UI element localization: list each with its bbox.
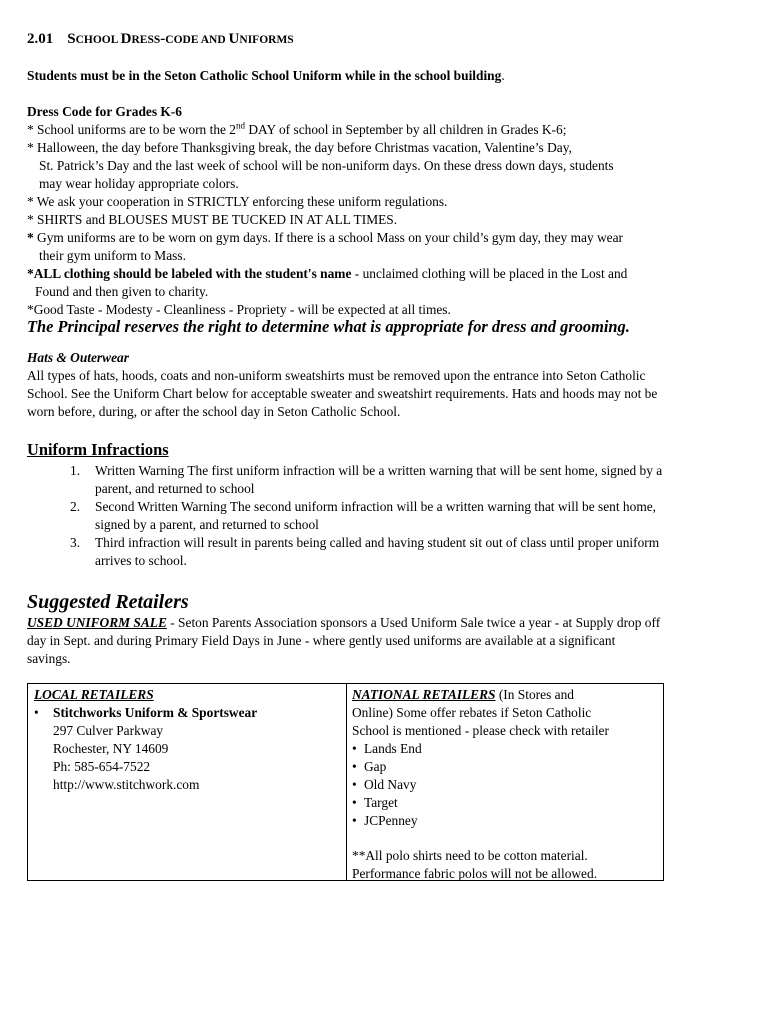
retailer-address: 297 Culver Parkway xyxy=(53,723,164,738)
dress-code-list xyxy=(27,121,757,321)
item-text: parent, and returned to school xyxy=(95,481,255,496)
bullet-icon: • xyxy=(352,813,357,828)
dress-code-line: * Halloween, the day before Thanksgiving break, the day before Christmas vacation, Valentine’s Day, xyxy=(27,140,572,155)
hats-line: All types of hats, hoods, coats and non-uniform sweatshirts must be removed upon the entrance into Seton Catholic xyxy=(27,368,646,383)
title-part: RESS xyxy=(131,34,161,46)
title-part: - xyxy=(160,31,166,47)
bullet-icon: • xyxy=(352,777,357,792)
dress-code-line: their gym uniform to Mass. xyxy=(39,248,186,263)
superscript: nd xyxy=(236,120,245,131)
title-part: CHOOL xyxy=(75,34,121,46)
dress-code-line: * We ask your cooperation in STRICTLY enforcing these uniform regulations. xyxy=(27,194,448,209)
item-text: arrives to school. xyxy=(95,553,187,568)
store-name: Gap xyxy=(364,759,387,774)
hats-heading: Hats & Outerwear xyxy=(27,350,129,365)
hats-paragraph xyxy=(27,367,757,423)
bullet-icon: • xyxy=(34,705,39,720)
used-sale-line: day in Sept. and during Primary Field Days in June - where gently used uniforms are available at a significant xyxy=(27,633,616,648)
retailer-phone: Ph: 585-654-7522 xyxy=(53,759,151,774)
line-text: Gym uniforms are to be worn on gym days. If there is a school Mass on your child’s gym day, they may wear xyxy=(33,230,624,245)
item-number: 3. xyxy=(70,535,81,550)
used-sale-line xyxy=(27,614,660,632)
line-text: - Seton Parents Association sponsors a Used Uniform Sale twice a year - at Supply drop off xyxy=(166,615,661,630)
infractions-heading: Uniform Infractions xyxy=(27,440,169,459)
heading-suffix: (In Stores and xyxy=(495,687,574,702)
list-item xyxy=(352,776,416,794)
dress-code-heading: Dress Code for Grades K-6 xyxy=(27,104,182,119)
line-bold: * xyxy=(27,230,34,245)
item-number: 2. xyxy=(70,499,81,514)
store-name: Target xyxy=(364,795,398,810)
line-text: DAY of school in September by all children in Grades K-6; xyxy=(245,122,567,137)
dress-code-line: may wear holiday appropriate colors. xyxy=(39,176,239,191)
hats-line: School. See the Uniform Chart below for acceptable sweater and sweatshirt requirements. Hats and hoods may not be xyxy=(27,386,658,401)
infraction-item xyxy=(70,462,750,498)
store-name: JCPenney xyxy=(364,813,418,828)
dress-code-line: St. Patrick’s Day and the last week of school will be non-uniform days. On these dress down days, students xyxy=(39,158,614,173)
principal-statement: The Principal reserves the right to determine what is appropriate for dress and grooming. xyxy=(27,317,630,336)
dress-code-line xyxy=(27,229,623,247)
item-text: signed by a parent, and returned to school xyxy=(95,517,319,532)
used-sale-label: USED UNIFORM SALE xyxy=(27,615,167,630)
bullet-icon: • xyxy=(352,741,357,756)
used-sale-paragraph xyxy=(27,614,757,670)
local-retailers-heading: LOCAL RETAILERS xyxy=(34,687,154,702)
item-text: Written Warning The first uniform infraction will be a written warning that will be sent home, signed by a xyxy=(95,463,663,478)
title-part: S xyxy=(67,31,76,47)
retailer-name: Stitchworks Uniform & Sportswear xyxy=(53,705,258,720)
store-name: Lands End xyxy=(364,741,422,756)
dress-code-line xyxy=(27,121,566,139)
national-retailers-cell xyxy=(347,684,664,881)
title-part: CODE AND xyxy=(165,34,229,46)
dress-code-line: *Good Taste - Modesty - Cleanliness - Propriety - will be expected at all times. xyxy=(27,302,451,317)
infraction-item xyxy=(70,498,750,534)
section-title xyxy=(27,31,294,50)
item-text: Third infraction will result in parents being called and having student sit out of class until proper uniform xyxy=(95,535,660,550)
title-part: NIFORMS xyxy=(239,34,294,46)
item-text: Second Written Warning The second uniform infraction will be a written warning that will be sent home, xyxy=(95,499,657,514)
retailers-heading: Suggested Retailers xyxy=(27,591,189,613)
intro-statement xyxy=(27,67,505,85)
local-retailers-cell xyxy=(28,684,347,881)
list-item xyxy=(352,794,398,812)
bullet-icon: • xyxy=(352,795,357,810)
list-item xyxy=(352,740,422,758)
dress-code-line: * SHIRTS and BLOUSES MUST BE TUCKED IN AT ALL TIMES. xyxy=(27,212,398,227)
polo-note-line: Performance fabric polos will not be allowed. xyxy=(352,866,598,881)
table-row xyxy=(28,684,664,881)
intro-text: Students must be in the Seton Catholic School Uniform while in the school building xyxy=(27,68,502,83)
hats-line: worn before, during, or after the school day in Seton Catholic School. xyxy=(27,404,401,419)
polo-note-line: **All polo shirts need to be cotton material. xyxy=(352,848,588,863)
line-bold: *ALL clothing should be labeled with the student's name xyxy=(27,266,352,281)
item-number: 1. xyxy=(70,463,81,478)
national-retailers-heading: NATIONAL RETAILERS xyxy=(352,687,496,702)
store-name: Old Navy xyxy=(364,777,417,792)
retailer-city: Rochester, NY 14609 xyxy=(53,741,169,756)
local-retailer-item xyxy=(34,704,257,722)
national-desc-line: School is mentioned - please check with retailer xyxy=(352,723,609,738)
line-text: - unclaimed clothing will be placed in the Lost and xyxy=(351,266,628,281)
national-retailers-header xyxy=(352,686,574,704)
bullet-icon: • xyxy=(352,759,357,774)
section-number: 2.01 xyxy=(27,31,54,47)
infraction-item xyxy=(70,534,750,570)
retailer-website-link[interactable]: http://www.stitchwork.com xyxy=(53,777,200,792)
title-part: U xyxy=(228,31,240,47)
dress-code-line: Found and then given to charity. xyxy=(35,284,209,299)
title-part: D xyxy=(120,31,132,47)
list-item xyxy=(352,758,386,776)
national-desc-line: Online) Some offer rebates if Seton Catholic xyxy=(352,705,592,720)
line-text: * School uniforms are to be worn the 2 xyxy=(27,122,236,137)
intro-period: . xyxy=(501,68,505,83)
retailers-table xyxy=(27,683,664,881)
used-sale-line: savings. xyxy=(27,651,71,666)
list-item xyxy=(352,812,418,830)
dress-code-line xyxy=(27,265,627,283)
